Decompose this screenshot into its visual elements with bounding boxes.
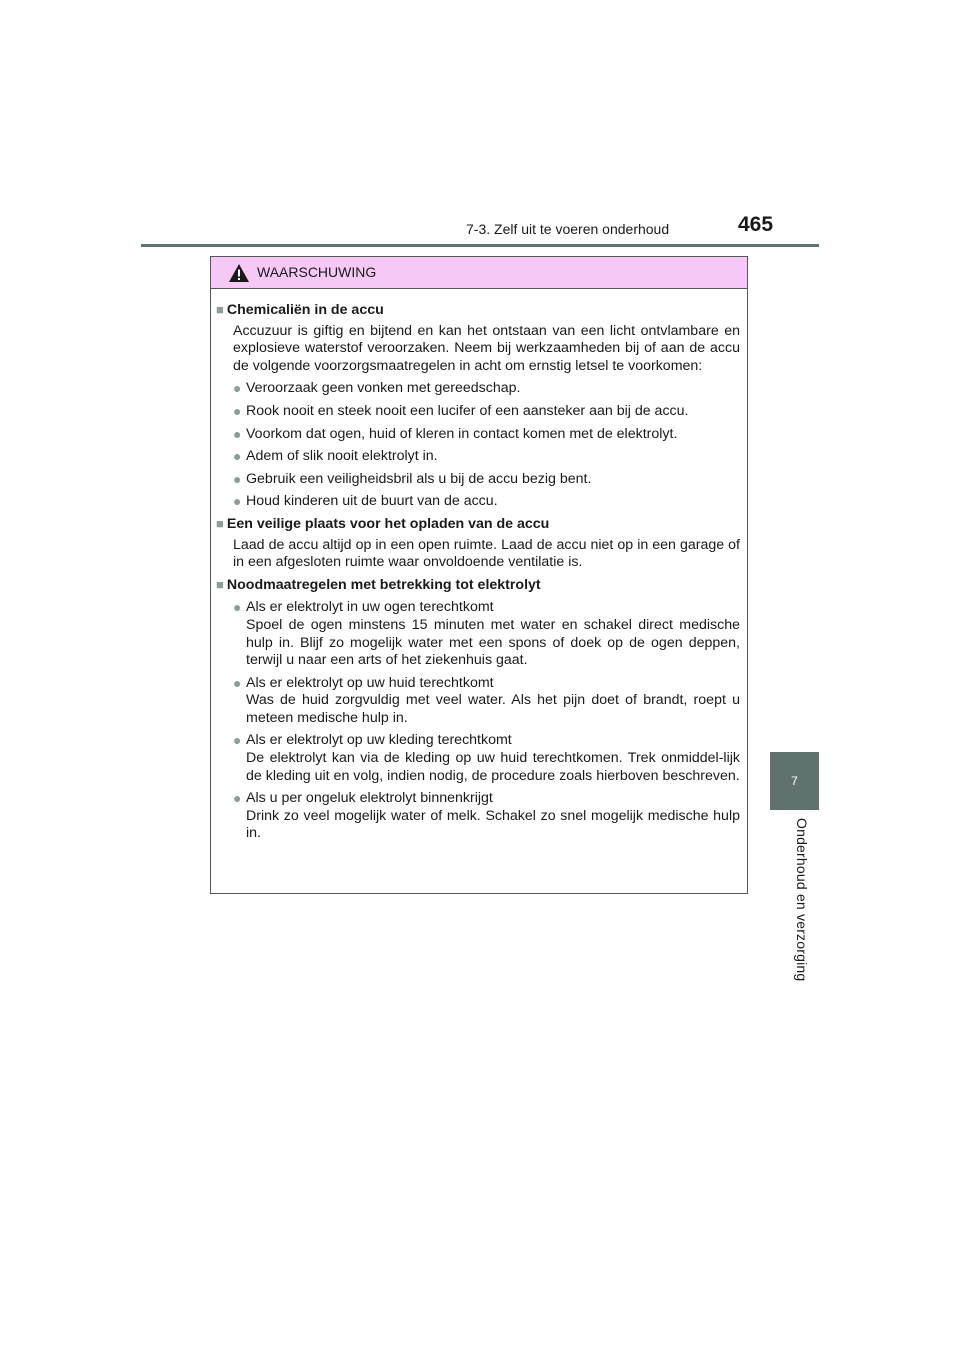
list-item: ● Adem of slik nooit elektrolyt in.	[233, 448, 438, 465]
list-item: ● Als er elektrolyt op uw kleding terechtkomt De elektrolyt kan via de kleding op uw huid terechtkomen. Trek onmiddel-lijk de kleding uit en volg, indien nodig, de procedure zoals hierboven beschreven.	[233, 732, 740, 784]
square-bullet-icon: ■	[216, 515, 224, 531]
section-title: 7-3. Zelf uit te voeren onderhoud	[466, 221, 670, 237]
square-bullet-icon: ■	[216, 576, 224, 592]
round-bullet-icon: ●	[233, 425, 242, 442]
list-item: ● Rook nooit en steek nooit een lucifer of een aansteker aan bij de accu.	[233, 402, 689, 419]
warning-body	[211, 289, 747, 843]
round-bullet-icon: ●	[233, 448, 242, 465]
list-item: ● Houd kinderen uit de buurt van de accu.	[233, 493, 498, 510]
round-bullet-icon: ●	[233, 470, 242, 487]
round-bullet-icon: ●	[233, 674, 242, 691]
list-item: ● Voorkom dat ogen, huid of kleren in contact komen met de elektrolyt.	[233, 425, 678, 442]
warning-header	[211, 257, 747, 289]
header-divider	[141, 244, 819, 247]
section-heading: ■ Een veilige plaats voor het opladen van de accu	[216, 515, 550, 532]
warning-box	[210, 256, 748, 894]
chapter-number: 7	[791, 774, 798, 788]
page-number: 465	[738, 213, 774, 236]
warning-title: WAARSCHUWING	[257, 264, 377, 280]
list-item: ● Gebruik een veiligheidsbril als u bij de accu bezig bent.	[233, 470, 592, 487]
round-bullet-icon: ●	[233, 402, 242, 419]
list-item: ● Als er elektrolyt op uw huid terechtkomt Was de huid zorgvuldig met veel water. Als het pijn doet of brandt, roept u meteen medische hulp in.	[233, 674, 740, 726]
chapter-tab	[770, 752, 819, 810]
section-heading: ■ Chemicaliën in de accu	[216, 302, 384, 318]
round-bullet-icon: ●	[233, 790, 242, 807]
section-paragraph: Accuzuur is giftig en bijtend en kan het ontstaan van een licht ontvlambare en explosieve waterstof veroorzaken. Neem bij werkzaamheden bij of aan de accu de volgende voorzorgsmaatregelen in acht om ernstig letsel te voorkomen:	[233, 322, 740, 374]
list-item: ● Als u per ongeluk elektrolyt binnenkrijgt Drink zo veel mogelijk water of melk. Schakel zo snel mogelijk medische hulp in.	[233, 790, 740, 842]
section-heading: ■ Noodmaatregelen met betrekking tot elektrolyt	[216, 576, 541, 593]
warning-triangle-icon	[228, 263, 250, 283]
section-paragraph: Laad de accu altijd op in een open ruimte. Laad de accu niet op in een garage of in een afgesloten ruimte waar onvoldoende ventilatie is.	[233, 536, 740, 571]
square-bullet-icon: ■	[216, 302, 224, 317]
round-bullet-icon: ●	[233, 380, 242, 397]
list-item: ● Veroorzaak geen vonken met gereedschap.	[233, 380, 521, 397]
round-bullet-icon: ●	[233, 599, 242, 616]
round-bullet-icon: ●	[233, 732, 242, 749]
round-bullet-icon: ●	[233, 493, 242, 510]
chapter-label: Onderhoud en verzorging	[794, 818, 810, 982]
list-item: ● Als er elektrolyt in uw ogen terechtkomt Spoel de ogen minstens 15 minuten met water en schakel direct medische hulp in. Blijf zo mogelijk water met een spons of doek op de ogen deppen, terwijl u naar een arts of het ziekenhuis gaat.	[233, 599, 740, 669]
